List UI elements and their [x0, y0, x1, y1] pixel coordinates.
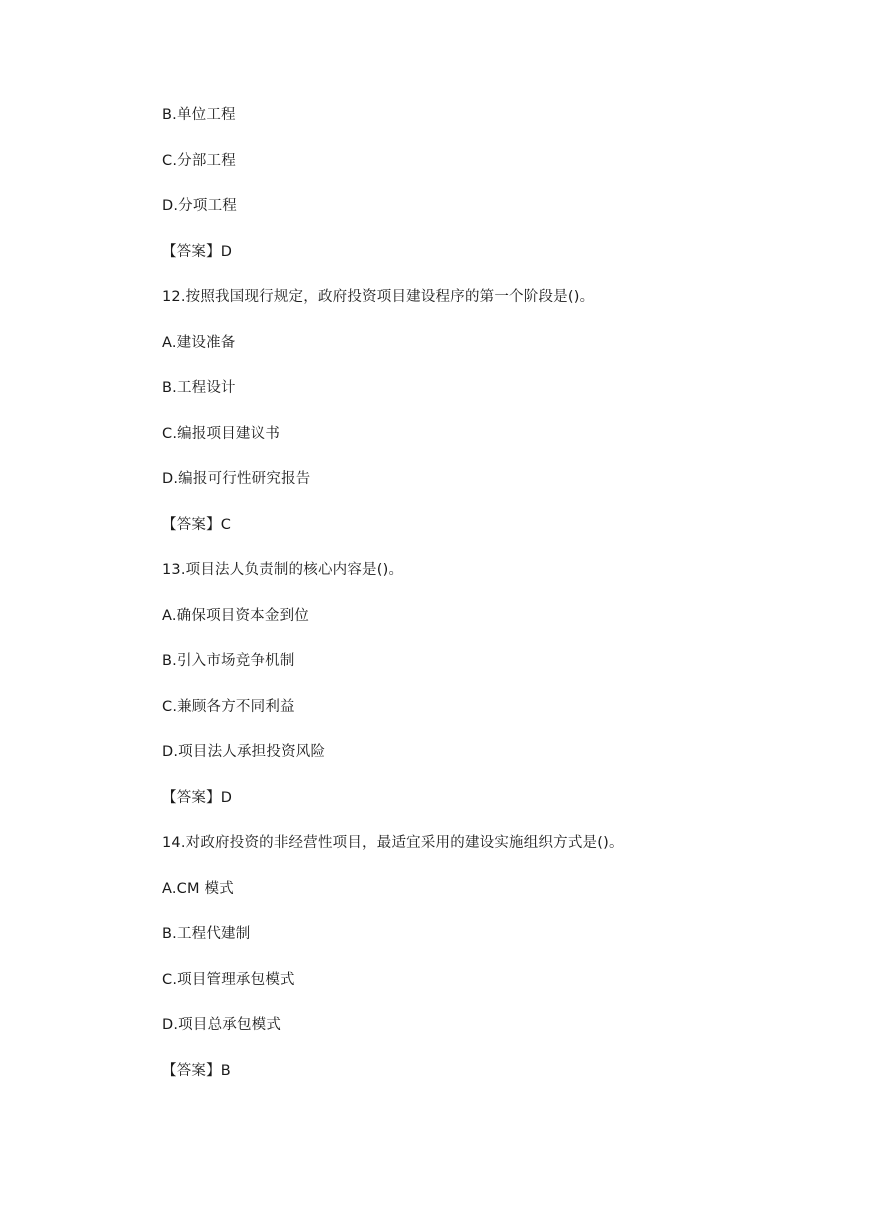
option-c-line: C.兼顾各方不同利益	[162, 698, 295, 715]
question-14: 14.对政府投资的非经营性项目，最适宜采用的建设实施组织方式是()。	[162, 835, 624, 851]
option-d-line: D.分项工程	[162, 198, 237, 214]
option-d-line: D.编报可行性研究报告	[162, 471, 311, 487]
option-d-line: D.项目法人承担投资风险	[162, 744, 326, 760]
option-c-line: C.编报项目建议书	[162, 425, 281, 442]
answer-line: 【答案】B	[162, 1062, 231, 1079]
option-a-line: A.CM 模式	[162, 880, 234, 897]
answer-line: 【答案】D	[162, 243, 233, 260]
option-a-line: A.确保项目资本金到位	[162, 607, 309, 624]
option-a-line: A.建设准备	[162, 334, 236, 351]
option-b-line: B.工程设计	[162, 380, 236, 396]
document-body	[162, 103, 802, 1104]
option-c-line: C.分部工程	[162, 152, 236, 169]
answer-line: 【答案】C	[162, 516, 232, 533]
question-13: 13.项目法人负责制的核心内容是()。	[162, 562, 404, 578]
option-b-line: B.单位工程	[162, 107, 236, 123]
option-c-line: C.项目管理承包模式	[162, 971, 295, 988]
answer-line: 【答案】D	[162, 789, 233, 806]
option-b-line: B.引入市场竞争机制	[162, 653, 295, 669]
question-12: 12.按照我国现行规定，政府投资项目建设程序的第一个阶段是()。	[162, 289, 595, 305]
option-b-line: B.工程代建制	[162, 926, 251, 942]
option-d-line: D.项目总承包模式	[162, 1017, 282, 1033]
